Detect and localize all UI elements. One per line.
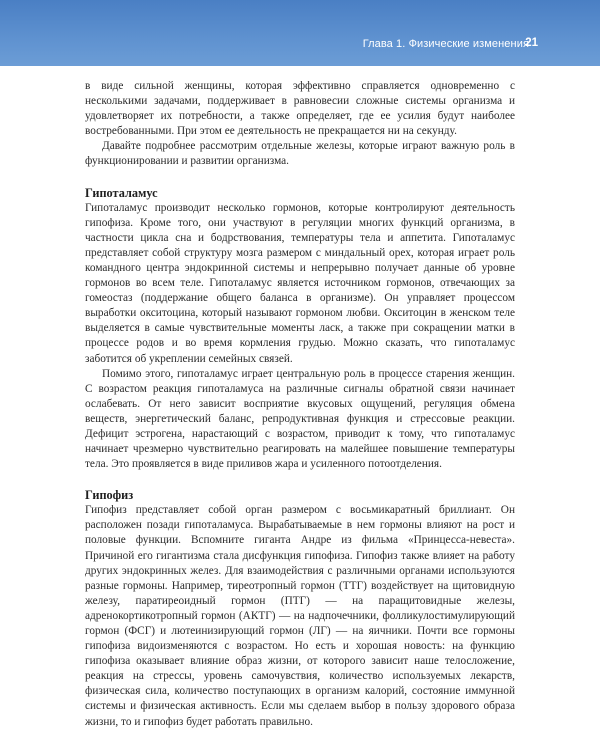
- section-heading-pituitary: Гипофиз: [85, 488, 134, 503]
- section-heading-hypothalamus: Гипоталамус: [85, 185, 158, 200]
- running-title: Глава 1. Физические изменения: [362, 38, 529, 50]
- page-number: 21: [525, 37, 538, 49]
- chapter-header-band: [0, 0, 600, 66]
- body-paragraph: Гипоталамус производит несколько гормонов, которые контролируют деятельность гипофиза. Кроме того, они участвуют в регуляции многих функций организма, в частности цикла сна и бодрствования, температуры тела и аппетита. Гипоталамус представляет собой структуру мозга размером с миндальный орех, которая играет роль командного центра эндокринной системы и непрерывно получает данные об уровне гормонов во всем теле. Гипоталамус является источником гормонов, отвечающих за гомеостаз (поддержание общего баланса в организме). Он управляет процессом выработки окситоцина, который называют гормоном любви. Окситоцин в женском теле выделяется в самые чувствительные моменты ласк, а также при сокращении матки в процессе родов и во время кормления грудью. Можно сказать, что гипоталамус заботится об укреплении семейных связей.: [85, 201, 515, 365]
- page-body: [85, 79, 515, 730]
- body-paragraph: Помимо этого, гипоталамус играет центральную роль в процессе старения женщин. С возрастом реакция гипоталамуса на различные сигналы обратной связи начинает ослабевать. От него зависит восприятие вкусовых ощущений, регуляция обмена веществ, энергетический баланс, репродуктивная функция и стрессовые реакции. Дефицит эстрогена, нарастающий с возрастом, приводит к тому, что гипоталамус начинает чрезмерно чувствительно реагировать на малейшее повышение температуры тела. Это проявляется в виде приливов жара и усиленного потоотделения.: [85, 367, 515, 471]
- body-paragraph: Давайте подробнее рассмотрим отдельные железы, которые играют важную роль в функционировании и развитии организма.: [85, 140, 515, 168]
- body-paragraph: в виде сильной женщины, которая эффективно справляется одновременно с несколькими задачами, поддерживает в равновесии сложные системы организма и удовлетворяет их потребности, а также определяет, где ее усилия будут наиболее востребованными. При этом ее деятельность не прекращается ни на секунду.: [85, 80, 515, 138]
- body-paragraph: Гипофиз представляет собой орган размером с восьмикаратный бриллиант. Он расположен позади гипоталамуса. Вырабатываемые в нем гормоны влияют на рост и половые функции. Вспомните гиганта Андре из фильма «Принцесса-невеста». Причиной его гигантизма стала дисфункция гипофиза. Гипофиз также влияет на работу других эндокринных желез. Для взаимодействия с различными органами используются разные гормоны. Например, тиреотропный гормон (ТТГ) воздействует на щитовидную железу, паратиреоидный гормон (ПТГ) — на паращитовидные железы, адренокортикотропный гормон (АКТГ) — на надпочечники, фолликулостимулирующий гормон (ФСГ) и лютеинизирующий гормон (ЛГ) — на яичники. Почти все гормоны гипофиза видоизменяются с возрастом. Но есть и хорошая новость: на функцию гипофиза оказывает влияние образ жизни, от которого зависит наше телосложение, реакция на стрессы, уровень самочувствия, количество используемых лекарств, физическая сила, количество поступающих в организм калорий, состояние иммунной системы и физическая активность. Если мы сделаем выбор в пользу здорового образа жизни, то и гипофиз будет работать правильно.: [85, 504, 515, 728]
